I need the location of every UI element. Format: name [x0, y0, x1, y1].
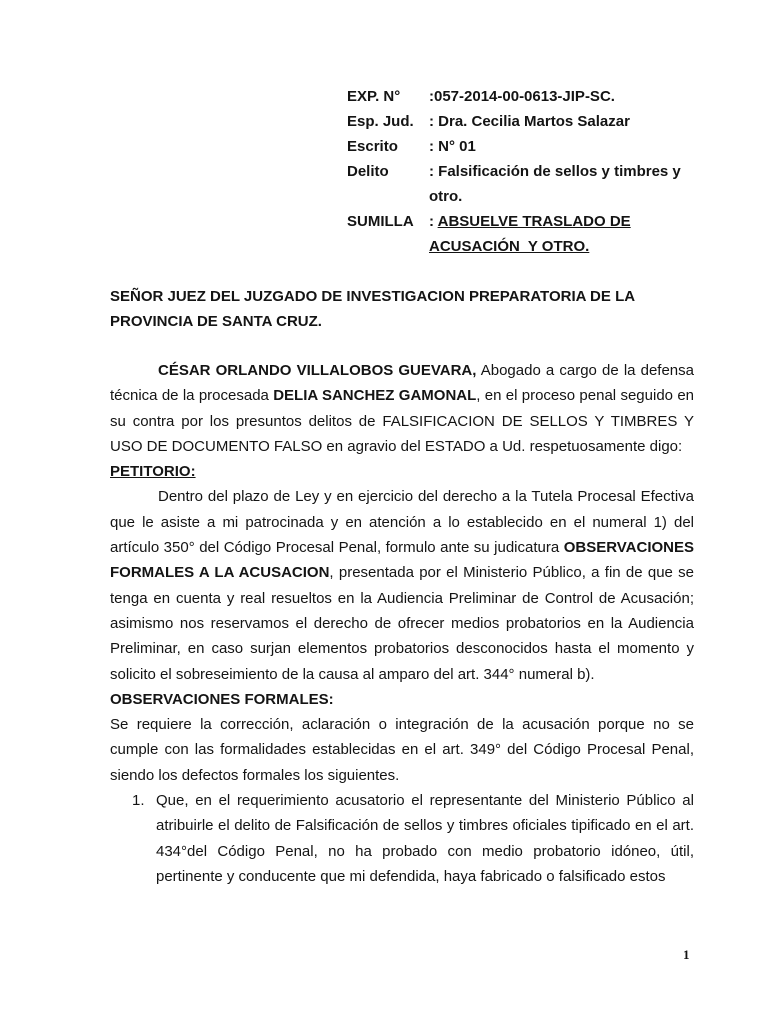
- esp-label: Esp. Jud.: [347, 113, 414, 130]
- header-row-escrito: [347, 134, 707, 159]
- observaciones-paragraph: Se requiere la corrección, aclaración o integración de la acusación porque no se cumple con las formalidades establecidas en el art. 349° del Código Procesal Penal, siendo los defectos formales los siguientes.: [110, 716, 694, 784]
- client-name: DELIA SANCHEZ GAMONAL: [273, 387, 477, 405]
- header-row-delito: [347, 159, 707, 209]
- header-row-sumilla: [347, 209, 707, 259]
- sumilla-label: SUMILLA: [347, 213, 414, 230]
- case-header: [347, 84, 707, 259]
- list-item-number: 1.: [132, 792, 145, 810]
- petitorio-bold: OBSERVACIONES FORMALES A LA ACUSACION: [110, 539, 694, 582]
- escrito-value: : N° 01: [429, 138, 476, 155]
- sumilla-value-line1: ABSUELVE TRASLADO DE: [437, 213, 631, 230]
- list-item: [110, 788, 694, 889]
- delito-value: [429, 159, 707, 209]
- intro-text-1: Abogado a cargo de la defensa técnica de la procesada: [110, 362, 694, 405]
- list-item-text: Que, en el requerimiento acusatorio el representante del Ministerio Público al atribuirle el delito de Falsificación de sellos y timbres oficiales tipificado en el art. 434°del Código Penal, no ha probado con medio probatorio idóneo, útil, pertinente y conducente que mi defendida, haya fabricado o falsificado estos: [156, 792, 694, 885]
- document-body: [110, 358, 694, 889]
- petitorio-heading: PETITORIO:: [110, 463, 196, 481]
- header-row-exp: [347, 84, 707, 109]
- sumilla-value: [429, 209, 707, 259]
- delito-label: Delito: [347, 163, 389, 180]
- petitorio-text-2: , presentada por el Ministerio Público, a fin de que se tenga en cuenta y real resueltos en la Audiencia Preliminar de Control de Acusación; asimismo nos reservamos el derecho de ofrecer medios probatorios en la Audiencia Preliminar, en caso surjan elementos probatorios desconocidos hasta el momento y solicito el sobreseimiento de la causa al amparo del art. 344° numeral b).: [110, 564, 694, 683]
- intro-text-2: , en el proceso penal seguido en su contra por los presuntos delitos de FALSIFICACION DE SELLOS Y TIMBRES Y USO DE DOCUMENTO FALSO en agravio del ESTADO a Ud. respetuosamente digo:: [110, 387, 694, 455]
- esp-value: : Dra. Cecilia Martos Salazar: [429, 113, 630, 130]
- petitorio-paragraph: [110, 484, 694, 686]
- exp-value: :057-2014-00-0613-JIP-SC.: [429, 88, 615, 105]
- sumilla-colon: :: [429, 213, 438, 230]
- delito-value-line2: otro.: [429, 188, 463, 205]
- intro-paragraph: [110, 358, 694, 459]
- page-number: 1: [683, 947, 690, 962]
- addressee: SEÑOR JUEZ DEL JUZGADO DE INVESTIGACION PREPARATORIA DE LA PROVINCIA DE SANTA CRUZ.: [110, 288, 635, 330]
- escrito-label: Escrito: [347, 138, 398, 155]
- observaciones-heading: OBSERVACIONES FORMALES:: [110, 690, 334, 708]
- sumilla-value-line2: ACUSACIÓN Y OTRO.: [429, 238, 590, 255]
- header-row-esp: [347, 109, 707, 134]
- exp-label: EXP. N°: [347, 88, 401, 105]
- delito-value-line1: : Falsificación de sellos y timbres y: [429, 163, 681, 180]
- attorney-name: CÉSAR ORLANDO VILLALOBOS GUEVARA,: [158, 362, 477, 379]
- petitorio-text-1: Dentro del plazo de Ley y en ejercicio del derecho a la Tutela Procesal Efectiva que le asiste a mi patrocinada y en atención a lo establecido en el numeral 1) del artículo 350° del Código Procesal Penal, formulo ante su judicatura: [110, 488, 694, 557]
